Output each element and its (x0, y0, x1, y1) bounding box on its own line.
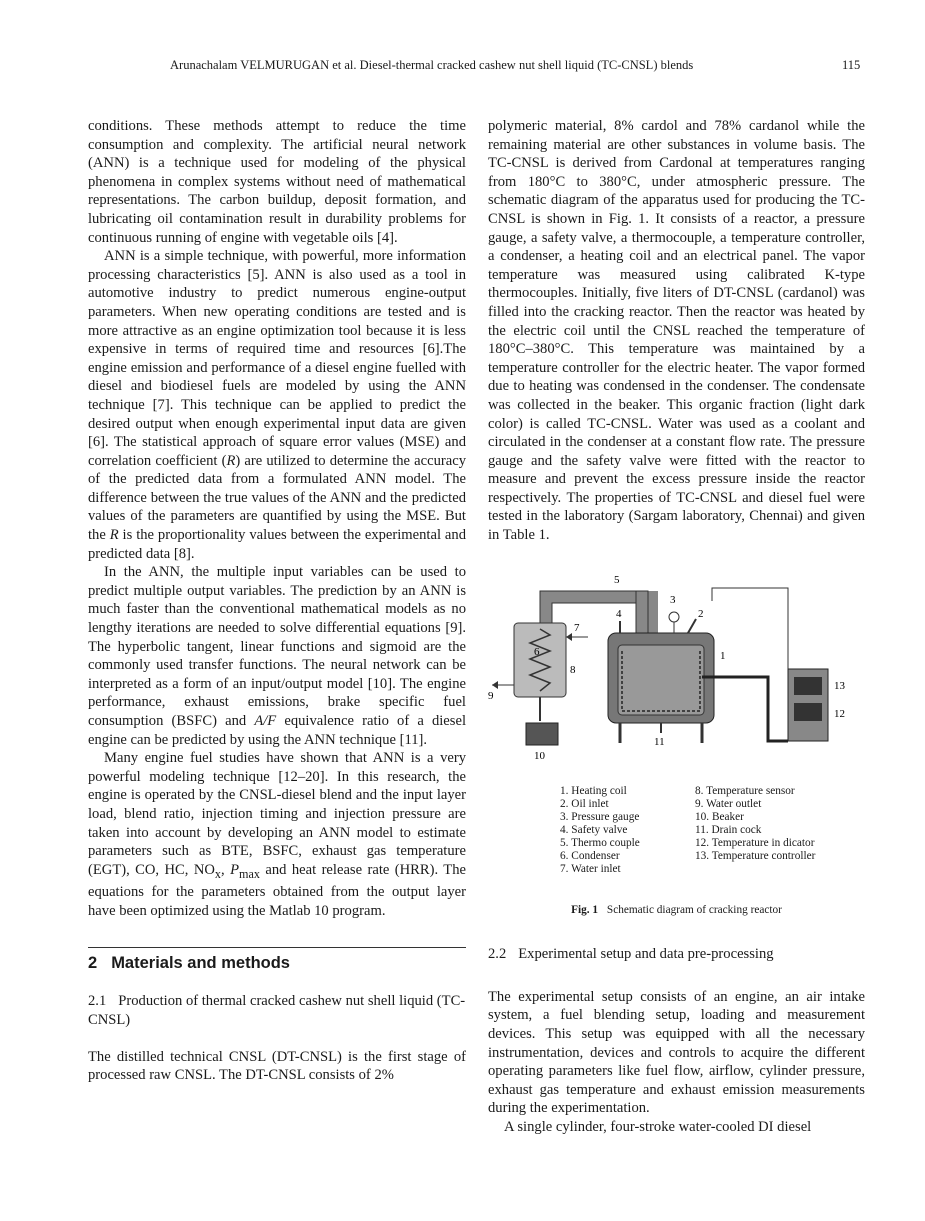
legend-item: 11. Drain cock (695, 823, 762, 836)
fig-label-2: 2 (698, 607, 704, 620)
reactor-inner (618, 645, 704, 715)
legend-item: 1. Heating coil (560, 784, 627, 797)
figure-caption-text: Schematic diagram of cracking reactor (606, 903, 782, 916)
water-outlet-arrow-icon (492, 681, 498, 689)
fig-label-12: 12 (834, 707, 845, 720)
legend-item: 12. Temperature in dicator (695, 837, 815, 850)
condenser-body (514, 623, 566, 697)
fig-label-1: 1 (720, 649, 726, 662)
fig-label-5: 5 (614, 573, 620, 586)
figure-caption-label: Fig. 1 (571, 903, 599, 916)
legend-item: 3. Pressure gauge (560, 810, 640, 823)
legend-item: 2. Oil inlet (560, 797, 609, 810)
section-rule (88, 947, 466, 948)
left-paragraph-2: ANN is a simple technique, with powerful, more information processing characteristics [5]. ANN is also used as a tool in automotive industry to predict numerous engine-output parameters. When new operating conditions are tested and is more attractive as an engine optimization tool because it is less expensive in terms of required time and resources [6].The engine emission and performance of a diesel engine fuelled with diesel and biodiesel fuels are modeled by using the ANN technique [7]. This technique can be applied to predict the desired output when enough experimental input data are given [6]. The statistical approach of square error values (MSE) and correlation coefficient (R) are utilized to determine the accuracy of the predicted data from a formulated ANN model. The difference between the true values of the ANN and the predicted values of the parameters are quantified by using the MSE. But the R is the proportionality values between the experimental and predicted data [8]. (88, 248, 466, 562)
pressure-gauge-icon (669, 612, 679, 622)
subsection-2-2-heading: 2.2 Experimental setup and data pre-processing (488, 946, 774, 963)
water-inlet-arrow-icon (566, 633, 572, 641)
legend-column-2 (695, 785, 815, 864)
running-header (0, 58, 925, 78)
fig-label-7: 7 (574, 621, 580, 634)
fig-label-13: 13 (834, 679, 845, 692)
left-paragraph-3: In the ANN, the multiple input variables can be used to predict multiple output variables. The prediction by an ANN is much faster than the conventional mathematical models as no lengthy iterations are needed to solve differential equations [9]. The hyperbolic tangent, linear functions and sigmoid are the commonly used transfer functions. The neural network can be interpreted as a form of an input/output model [10]. The engine performance, exhaust emissions, brake specific fuel consumption (BSFC) and A/F equivalence ratio of a diesel engine can be predicted by using the ANN technique [11]. (88, 564, 466, 748)
right-column (488, 117, 865, 1137)
left-paragraph-4: Many engine fuel studies have shown that ANN is a very powerful modeling technique [12–20]. In this research, the engine is operated by the CNSL-diesel blend and the input layer load, blend ratio, injection timing and injection pressure are taken into account by developing an ANN model to estimate parameters such as BTE, BSFC, exhaust gas temperature (EGT), CO, HC, $NO_x$, $P_{max}$ and heat release rate (HRR). The equations for the parameters obtained from the output layer have been optimized using the Matlab 10 program. (88, 750, 467, 919)
support-frame (702, 677, 788, 741)
cracking-reactor-schematic (488, 573, 865, 785)
vapour-pipe (540, 591, 648, 623)
legend-item: 5. Thermo couple (560, 837, 640, 850)
page-number: 115 (842, 58, 861, 72)
fig-label-3: 3 (670, 593, 676, 606)
running-title: Arunachalam VELMURUGAN et al. Diesel-thermal cracked cashew nut shell liquid (TC-CNSL) blends (170, 58, 694, 72)
fig-label-9: 9 (488, 689, 494, 702)
section-heading: 2 Materials and methods (88, 954, 290, 973)
temperature-controller-display (794, 677, 822, 695)
pipe-junction (636, 591, 648, 633)
left-paragraph-5: The distilled technical CNSL (DT-CNSL) is the first stage of processed raw CNSL. The DT-CNSL consists of 2% (88, 1048, 466, 1084)
beaker (526, 723, 558, 745)
legend-column-1 (560, 785, 640, 877)
legend-item: 10. Beaker (695, 810, 744, 823)
right-paragraph-3: A single cylinder, four-stroke water-cooled DI diesel (504, 1119, 812, 1135)
fig-label-6: 6 (534, 645, 540, 658)
fig-label-8: 8 (570, 663, 576, 676)
legend-item: 6. Condenser (560, 850, 620, 863)
oil-inlet-line (688, 619, 696, 633)
figure-caption (488, 901, 865, 920)
fig-label-11: 11 (654, 735, 665, 748)
legend-item: 13. Temperature controller (695, 850, 816, 863)
legend-item: 4. Safety valve (560, 823, 628, 836)
right-paragraph-1: polymeric material, 8% cardol and 78% cardanol while the remaining material are other substances in volume basis. The TC-CNSL is derived from Cardonal at temperatures ranging from 180°C to 380°C, under atmospheric pressure. The schematic diagram of the apparatus used for producing the TC-CNSL is shown in Fig. 1. It consists of a reactor, a pressure gauge, a safety valve, a thermocouple, a temperature controller, a condenser, a heating coil and an electrical panel. The vapor temperature was measured using calibrated K-type thermocouples. Initially, five liters of DT-CNSL (cardanol) was filled into the cracking reactor. Then the reactor was heated by the electric coil until the CNSL reached the temperature of 180°C–380°C. This temperature was maintained by a temperature controller for the electric heater. The vapor formed due to heating was condensed in the condenser. The condensate was collected in the beaker. This organic fraction (light dark color) is called TC-CNSL. Water was used as a coolant and circulated in the condenser at a constant flow rate. The pressure gauge and the safety valve were fitted with the reactor to measure and prevent the excess pressure inside the reactor respectively. The properties of TC-CNSL and diesel fuel were tested in the laboratory (Sargam laboratory, Chennai) and given in Table 1. (488, 118, 865, 544)
fig-label-4: 4 (616, 607, 622, 620)
left-column (88, 117, 466, 1085)
subsection-2-1-heading: 2.1 Production of thermal cracked cashew nut shell liquid (TC-CNSL) (88, 993, 466, 1029)
legend-item: 8. Temperature sensor (695, 784, 795, 797)
right-paragraph-2: The experimental setup consists of an engine, an air intake system, a fuel blending setup, loading and measurement devices. This setup was equipped with all the necessary instrumentation, devices and controls to acquire the different operating parameters like fuel flow, airflow, cylinder pressure, exhaust gas temperature and exhaust emission measurements during the experimentation. (488, 988, 865, 1117)
figure-1 (488, 573, 865, 920)
temperature-indicator-display (794, 703, 822, 721)
left-paragraph-1: conditions. These methods attempt to reduce the time consumption and complexity. The artificial neural network (ANN) is a technique used for modeling of the physical phenomena in complex systems without need of mathematical representations. The carbon buildup, deposit formation, and lubricating oil contamination result in durability problems for continuous running of engine with vegetable oils [4]. (88, 118, 466, 246)
figure-legend (560, 785, 865, 883)
legend-item: 9. Water outlet (695, 797, 762, 810)
legend-item: 7. Water inlet (560, 863, 621, 876)
fig-label-10: 10 (534, 749, 545, 762)
